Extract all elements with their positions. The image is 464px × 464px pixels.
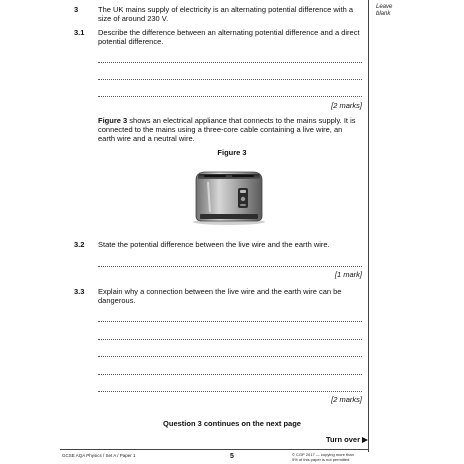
answer-line[interactable] (98, 96, 362, 97)
marks-label: [2 marks] (331, 101, 362, 110)
toaster-body (196, 172, 262, 221)
toaster-lever (240, 190, 246, 193)
toaster-slot (204, 175, 226, 177)
toaster-slot (232, 175, 254, 177)
answer-line[interactable] (98, 266, 362, 267)
answer-line[interactable] (98, 339, 362, 340)
question-number: 3 (74, 5, 79, 14)
answer-line[interactable] (98, 356, 362, 357)
answer-line[interactable] (98, 62, 362, 63)
figure-description-text: shows an electrical appliance that connects to the mains supply. It is connected to the mains using a three-core cable containing a live wire, an earth wire and a neutral wire. (98, 116, 356, 143)
toaster-image (188, 166, 270, 226)
page-number: 5 (230, 453, 234, 460)
part-number-3-2: 3.2 (74, 240, 85, 249)
continues-note: Question 3 continues on the next page (163, 419, 301, 428)
toaster-base (200, 214, 258, 219)
figure-title: Figure 3 (217, 148, 247, 157)
answer-line[interactable] (98, 374, 362, 375)
part-text-3-1: Describe the difference between an alternating potential difference and a direct potential difference. (98, 28, 360, 46)
part-number-3-1: 3.1 (74, 28, 85, 37)
footer-copyright: © CGP 2017 — copying more than 5% of this paper is not permitted (292, 452, 354, 462)
toaster-button (240, 204, 246, 206)
margin-rule (368, 0, 369, 452)
footer-rule (60, 449, 368, 450)
footer-paper-id: GCSE AQA Physics / Set A / Paper 1 (62, 453, 136, 458)
leave-blank-label: Leave blank (376, 4, 393, 17)
part-text-3-2: State the potential difference between the live wire and the earth wire. (98, 240, 330, 249)
answer-line[interactable] (98, 321, 362, 322)
part-text-3-3: Explain why a connection between the live wire and the earth wire can be dangerous. (98, 287, 342, 305)
answer-line[interactable] (98, 391, 362, 392)
part-number-3-3: 3.3 (74, 287, 85, 296)
toaster-dial (241, 197, 245, 201)
question-intro: The UK mains supply of electricity is an alternating potential difference with a size of around 230 V. (98, 5, 353, 23)
turn-over-label: Turn over (326, 435, 368, 444)
marks-label: [1 mark] (334, 270, 362, 279)
answer-line[interactable] (98, 79, 362, 80)
figure-description (98, 116, 360, 143)
arrow-right-icon (362, 437, 368, 443)
figure-ref: Figure 3 (98, 116, 128, 125)
marks-label: [2 marks] (331, 395, 362, 404)
